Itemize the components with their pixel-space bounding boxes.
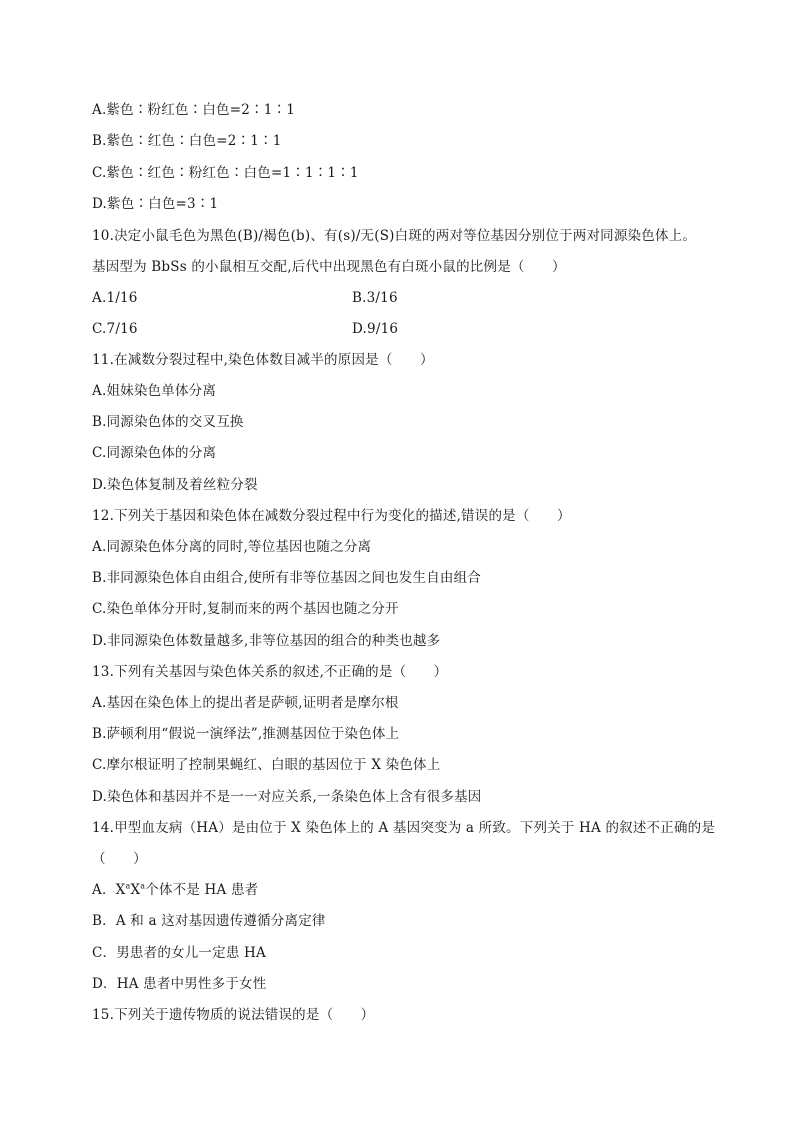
q10-options-row2: [92, 320, 399, 338]
q11-option-b: B.同源染色体的交叉互换: [92, 414, 244, 430]
q10-stem-line1: 10.决定小鼠毛色为黑色(B)/褐色(b)、有(s)/无(S)白斑的两对等位基因分别位于两对同源染色体上。: [92, 228, 697, 244]
q9-option-a: A.紫色∶粉红色∶白色=2∶1∶1: [92, 102, 296, 118]
q9-option-b: B.紫色∶红色∶白色=2∶1∶1: [92, 133, 282, 149]
q11-option-a: A.姐妹染色单体分离: [92, 383, 217, 399]
q10-option-c: C.7/16: [92, 321, 138, 337]
q12-option-d: D.非同源染色体数量越多,非等位基因的组合的种类也越多: [92, 633, 441, 649]
q15-stem: 15.下列关于遗传物质的说法错误的是（ ）: [92, 1007, 375, 1023]
q14-option-b: B．A 和 a 这对基因遗传遵循分离定律: [92, 913, 326, 929]
q10-stem-line2: 基因型为 BbSs 的小鼠相互交配,后代中出现黑色有白斑小鼠的比例是（ ）: [92, 259, 566, 275]
q10-option-a: A.1/16: [92, 290, 138, 306]
q14-option-a: [92, 881, 258, 899]
q14-option-a-mid: X: [130, 882, 141, 898]
q12-stem: 12.下列关于基因和染色体在减数分裂过程中行为变化的描述,错误的是（ ）: [92, 508, 571, 524]
q9-option-d: D.紫色∶白色=3∶1: [92, 196, 219, 212]
q11-option-d: D.染色体复制及着丝粒分裂: [92, 477, 258, 493]
q14-stem-line2: （ ）: [92, 851, 147, 867]
q10-option-d: D.9/16: [352, 321, 399, 337]
q14-option-c: C．男患者的女儿一定患 HA: [92, 945, 266, 961]
q13-stem: 13.下列有关基因与染色体关系的叙述,不正确的是（ ）: [92, 664, 448, 680]
q13-option-c: C.摩尔根证明了控制果蝇红、白眼的基因位于 X 染色体上: [92, 757, 441, 773]
q14-option-d: D．HA 患者中男性多于女性: [92, 976, 267, 992]
q10-option-b: B.3/16: [352, 290, 398, 306]
q12-option-a: A.同源染色体分离的同时,等位基因也随之分离: [92, 539, 372, 555]
q14-stem-line1: 14.甲型血友病（HA）是由位于 X 染色体上的 A 基因突变为 a 所致。下列关于 HA 的叙述不正确的是: [92, 820, 716, 836]
q12-option-b: B.非同源染色体自由组合,使所有非等位基因之间也发生自由组合: [92, 570, 482, 586]
q14-option-a-sup2: a: [140, 881, 146, 891]
q11-stem: 11.在减数分裂过程中,染色体数目减半的原因是（ ）: [92, 352, 434, 368]
q14-option-a-sup1: a: [125, 881, 131, 891]
q13-option-d: D.染色体和基因并不是一一对应关系,一条染色体上含有很多基因: [92, 789, 482, 805]
q13-option-a: A.基因在染色体上的提出者是萨顿,证明者是摩尔根: [92, 695, 399, 711]
q14-option-a-suffix: 个体不是 HA 患者: [145, 882, 259, 898]
q10-options-row1: [92, 289, 398, 307]
q14-option-a-prefix: A．X: [92, 882, 126, 898]
q9-option-c: C.紫色∶红色∶粉红色∶白色=1∶1∶1∶1: [92, 165, 359, 181]
q11-option-c: C.同源染色体的分离: [92, 445, 217, 461]
q12-option-c: C.染色单体分开时,复制而来的两个基因也随之分开: [92, 601, 399, 617]
q13-option-b: B.萨顿利用“假说一演绎法”,推测基因位于染色体上: [92, 726, 400, 742]
